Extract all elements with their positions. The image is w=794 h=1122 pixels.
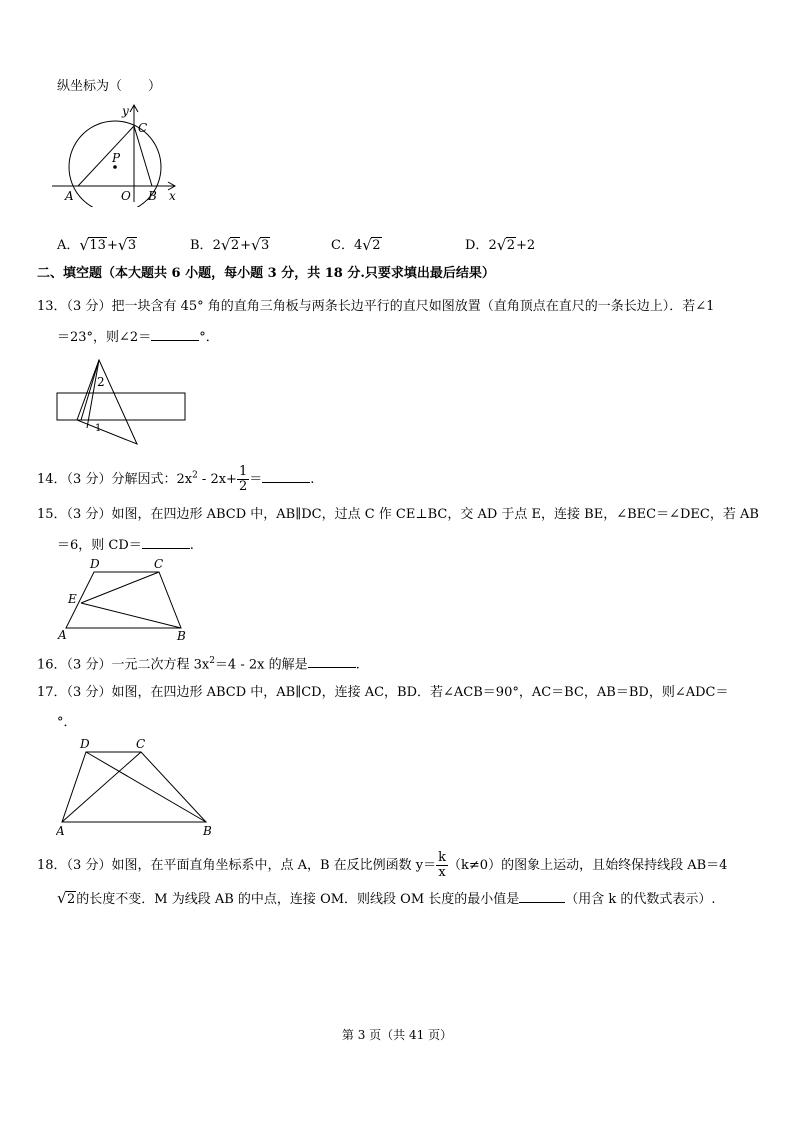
label-b: B — [203, 824, 212, 838]
q12-option-a: A． √ 13+ √ 3 — [57, 236, 137, 254]
label-a: A — [65, 189, 74, 203]
q14-fraction: $\frac{1}{2}$ — [238, 464, 248, 494]
q16-answer-blank — [308, 655, 356, 668]
q17-line2: °． — [57, 715, 77, 730]
segment-bd — [86, 752, 206, 822]
quad-abcd — [66, 572, 181, 628]
label-a: A — [58, 628, 67, 642]
q18-fraction: $\frac{k}{x}$ — [438, 850, 447, 880]
label-x: x — [169, 189, 176, 203]
label-y: y — [122, 104, 129, 118]
q15-line2: ＝6，则 CD＝ . — [57, 538, 194, 553]
q17-figure — [56, 736, 221, 838]
label-d: D — [80, 737, 90, 751]
label-d: D — [90, 557, 100, 571]
label-a: A — [56, 824, 65, 838]
q12-stem-tail: 纵坐标为（ ） — [57, 79, 162, 94]
q12-option-d: D．2 √ 2+2 — [465, 236, 536, 254]
q13-line2: ＝23°，则∠2＝ °． — [57, 330, 219, 345]
q13-answer-blank — [151, 328, 199, 341]
label-c: C — [136, 737, 146, 751]
page-footer: 第 3 页（共 41 页） — [341, 1028, 453, 1042]
q13-line1: 13．（3 分）把一块含有 45° 角的直角三角板与两条长边平行的直尺如图放置（直角顶点在直尺的一条长边上）．若∠1 — [37, 299, 715, 314]
segment-ce — [81, 572, 159, 603]
segment-be — [81, 603, 181, 628]
angle-2-label: 2 — [97, 375, 105, 389]
label-o: O — [121, 189, 131, 203]
q18-line2: √ 2的长度不变．M 为线段 AB 的中点，连接 OM．则线段 OM 长度的最小值是 （用含 k 的代数式表示）. — [57, 889, 716, 907]
label-c: C — [138, 121, 148, 135]
label-e: E — [68, 592, 77, 606]
section-title: 二、填空题（本大题共 6 小题，每小题 3 分，共 18 分.只要求填出最后结果） — [37, 266, 495, 281]
q14-line: 14．（3 分）分解因式：$2x^2 - 2x+$ $\frac{1}{2}$ ＝ . — [37, 464, 315, 494]
q15-line1: 15．（3 分）如图，在四边形 ABCD 中，AB∥DC，过点 C 作 CE⊥BC，交 AD 于点 E，连接 BE，∠BEC＝∠DEC，若 AB — [37, 507, 759, 522]
q16-line: 16．（3 分）一元二次方程 $3x^2=4 - 2x$ 的解是 . — [37, 656, 360, 673]
label-b: B — [148, 189, 157, 203]
label-b: B — [177, 629, 186, 642]
q18-line1: 18．（3 分）如图，在平面直角坐标系中，点 A，B 在反比例函数 y＝ $\frac{k}{x}$ （k≠0）的图象上运动，且始终保持线段 AB＝4 — [37, 850, 728, 880]
q18-answer-blank — [519, 890, 565, 903]
ruler — [57, 393, 185, 420]
q14-answer-blank — [262, 470, 310, 483]
segment-ac — [78, 126, 134, 186]
angle-1-label: 1 — [95, 423, 102, 434]
point-p — [113, 165, 117, 169]
q12-figure — [52, 102, 187, 207]
q13-figure — [55, 358, 205, 450]
label-p: P — [112, 151, 121, 165]
quad-abcd — [62, 752, 206, 822]
q12-option-c: C．4 √ 2 — [331, 236, 381, 254]
segment-cb — [134, 126, 152, 186]
q12-option-b: B．2 √ 2+ √ 3 — [190, 236, 270, 254]
q15-figure — [56, 556, 201, 642]
label-c: C — [154, 557, 164, 571]
q17-line1: 17．（3 分）如图，在四边形 ABCD 中，AB∥CD，连接 AC，BD．若∠ACB＝90°，AC＝BC，AB＝BD，则∠ADC＝ — [37, 685, 729, 700]
q15-answer-blank — [142, 536, 190, 549]
